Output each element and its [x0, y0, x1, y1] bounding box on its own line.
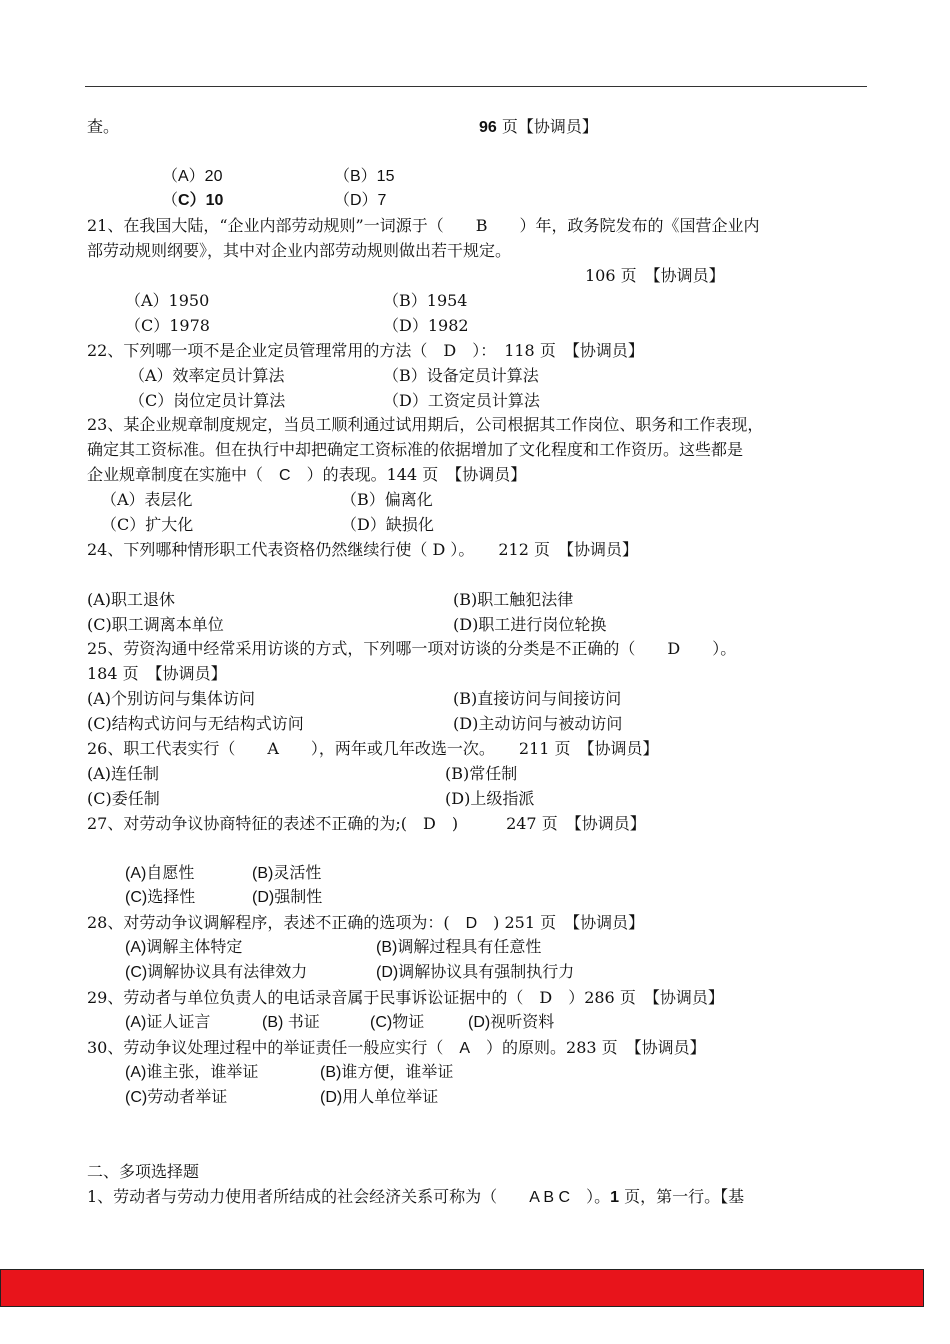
q30-option-c: (C)劳动者举证 [125, 1089, 228, 1106]
q26-option-c: (C)委任制 [87, 789, 160, 808]
q21-option-d: （D）1982 [383, 316, 469, 335]
q29-option-b: (B) 书证 [262, 1014, 320, 1031]
q21-option-a: （A）1950 [125, 291, 210, 310]
q27-option-a: (A)自愿性 [125, 865, 195, 882]
section2-q1: 1、劳动者与劳动力使用者所结成的社会经济关系可称为（ A B C ）。1 页，第一行。【基 [87, 1187, 745, 1206]
q30-stem: 30、劳动争议处理过程中的举证责任一般应实行（ A ）的原则。283 页 【协调员】 [87, 1038, 706, 1057]
q21-line2: 部劳动规则纲要》，其中对企业内部劳动规则做出若干规定。 [87, 241, 512, 260]
footer-bar [0, 1269, 924, 1307]
q26-option-a: (A)连任制 [87, 764, 160, 783]
q28-stem: 28、对劳动争议调解程序，表述不正确的选项为：( D ) 251 页 【协调员】 [87, 913, 645, 932]
q28-option-c: (C)调解协议具有法律效力 [125, 964, 308, 981]
q27-option-c: (C)选择性 [125, 889, 196, 906]
q27-option-b: (B)灵活性 [252, 865, 322, 882]
q22-stem: 22、下列哪一项不是企业定员管理常用的方法（ D ）： 118 页 【协调员】 [87, 341, 644, 360]
intro-ref: 96 页【协调员】 [479, 117, 598, 136]
q23-option-c: （C）扩大化 [101, 515, 194, 534]
q26-option-b: (B)常任制 [445, 764, 518, 783]
q24-option-b: (B)职工触犯法律 [453, 590, 574, 609]
q23-option-d: （D）缺损化 [341, 515, 434, 534]
q25-option-b: (B)直接访问与间接访问 [453, 689, 622, 708]
q21-line1: 21、在我国大陆，“企业内部劳动规则”一词源于（ B ）年，政务院发布的《国营企业内 [87, 216, 760, 235]
q26-stem: 26、职工代表实行（ A ），两年或几年改选一次。 211 页 【协调员】 [87, 739, 659, 758]
q22-option-c: （C）岗位定员计算法 [129, 391, 286, 410]
q24-option-d: (D)职工进行岗位轮换 [453, 615, 607, 634]
q24-option-a: (A)职工退休 [87, 590, 176, 609]
q28-option-a: (A)调解主体特定 [125, 939, 243, 956]
q23-line2: 确定其工资标准。但在执行中却把确定工资标准的依据增加了文化程度和工作资历。这些都是 [87, 440, 744, 459]
q25-option-a: (A)个别访问与集体访问 [87, 689, 256, 708]
intro-text: 查。 [87, 117, 120, 136]
q27-option-d: (D)强制性 [252, 889, 323, 906]
q22-option-d: （D）工资定员计算法 [383, 391, 540, 410]
q22-option-b: （B）设备定员计算法 [383, 366, 539, 385]
q23-option-b: （B）偏离化 [341, 490, 433, 509]
q24-stem: 24、下列哪种情形职工代表资格仍然继续行使（ D ）。 212 页 【协调员】 [87, 540, 638, 559]
q20-option-d: （D）7 [334, 192, 387, 209]
q30-option-d: (D)用人单位举证 [320, 1089, 439, 1106]
q20-option-a: （A）20 [162, 168, 223, 185]
q24-option-c: (C)职工调离本单位 [87, 615, 224, 634]
section2-heading: 二、多项选择题 [87, 1162, 200, 1181]
q20-option-c: （C）10 [162, 192, 224, 209]
header-rule [85, 86, 867, 87]
q25-option-d: (D)主动访问与被动访问 [453, 714, 623, 733]
q28-option-d: (D)调解协议具有强制执行力 [376, 964, 575, 981]
q30-option-b: (B)谁方便，谁举证 [320, 1064, 454, 1081]
q21-ref: 106 页 【协调员】 [585, 266, 725, 285]
q29-option-c: (C)物证 [370, 1014, 425, 1031]
q25-option-c: (C)结构式访问与无结构式访问 [87, 714, 304, 733]
q29-option-d: (D)视听资料 [468, 1014, 555, 1031]
q28-option-b: (B)调解过程具有任意性 [376, 939, 542, 956]
q23-option-a: （A）表层化 [101, 490, 193, 509]
q21-option-c: （C）1978 [125, 316, 210, 335]
q25-line2: 184 页 【协调员】 [87, 664, 227, 683]
q27-stem: 27、对劳动争议协商特征的表述不正确的为;( D ) 247 页 【协调员】 [87, 814, 646, 833]
q29-stem: 29、劳动者与单位负责人的电话录音属于民事诉讼证据中的（ D ）286 页 【协调员】 [87, 988, 724, 1007]
q25-line1: 25、劳资沟通中经常采用访谈的方式，下列哪一项对访谈的分类是不正确的（ D ）。 [87, 639, 737, 658]
q30-option-a: (A)谁主张，谁举证 [125, 1064, 259, 1081]
q22-option-a: （A）效率定员计算法 [129, 366, 285, 385]
q29-option-a: (A)证人证言 [125, 1014, 211, 1031]
q26-option-d: (D)上级指派 [445, 789, 535, 808]
q23-line3: 企业规章制度在实施中（ C ）的表现。144 页 【协调员】 [87, 465, 527, 484]
q20-option-b: （B）15 [334, 168, 395, 185]
q21-option-b: （B）1954 [383, 291, 468, 310]
q23-line1: 23、某企业规章制度规定，当员工顺利通过试用期后，公司根据其工作岗位、职务和工作表现， [87, 415, 764, 434]
